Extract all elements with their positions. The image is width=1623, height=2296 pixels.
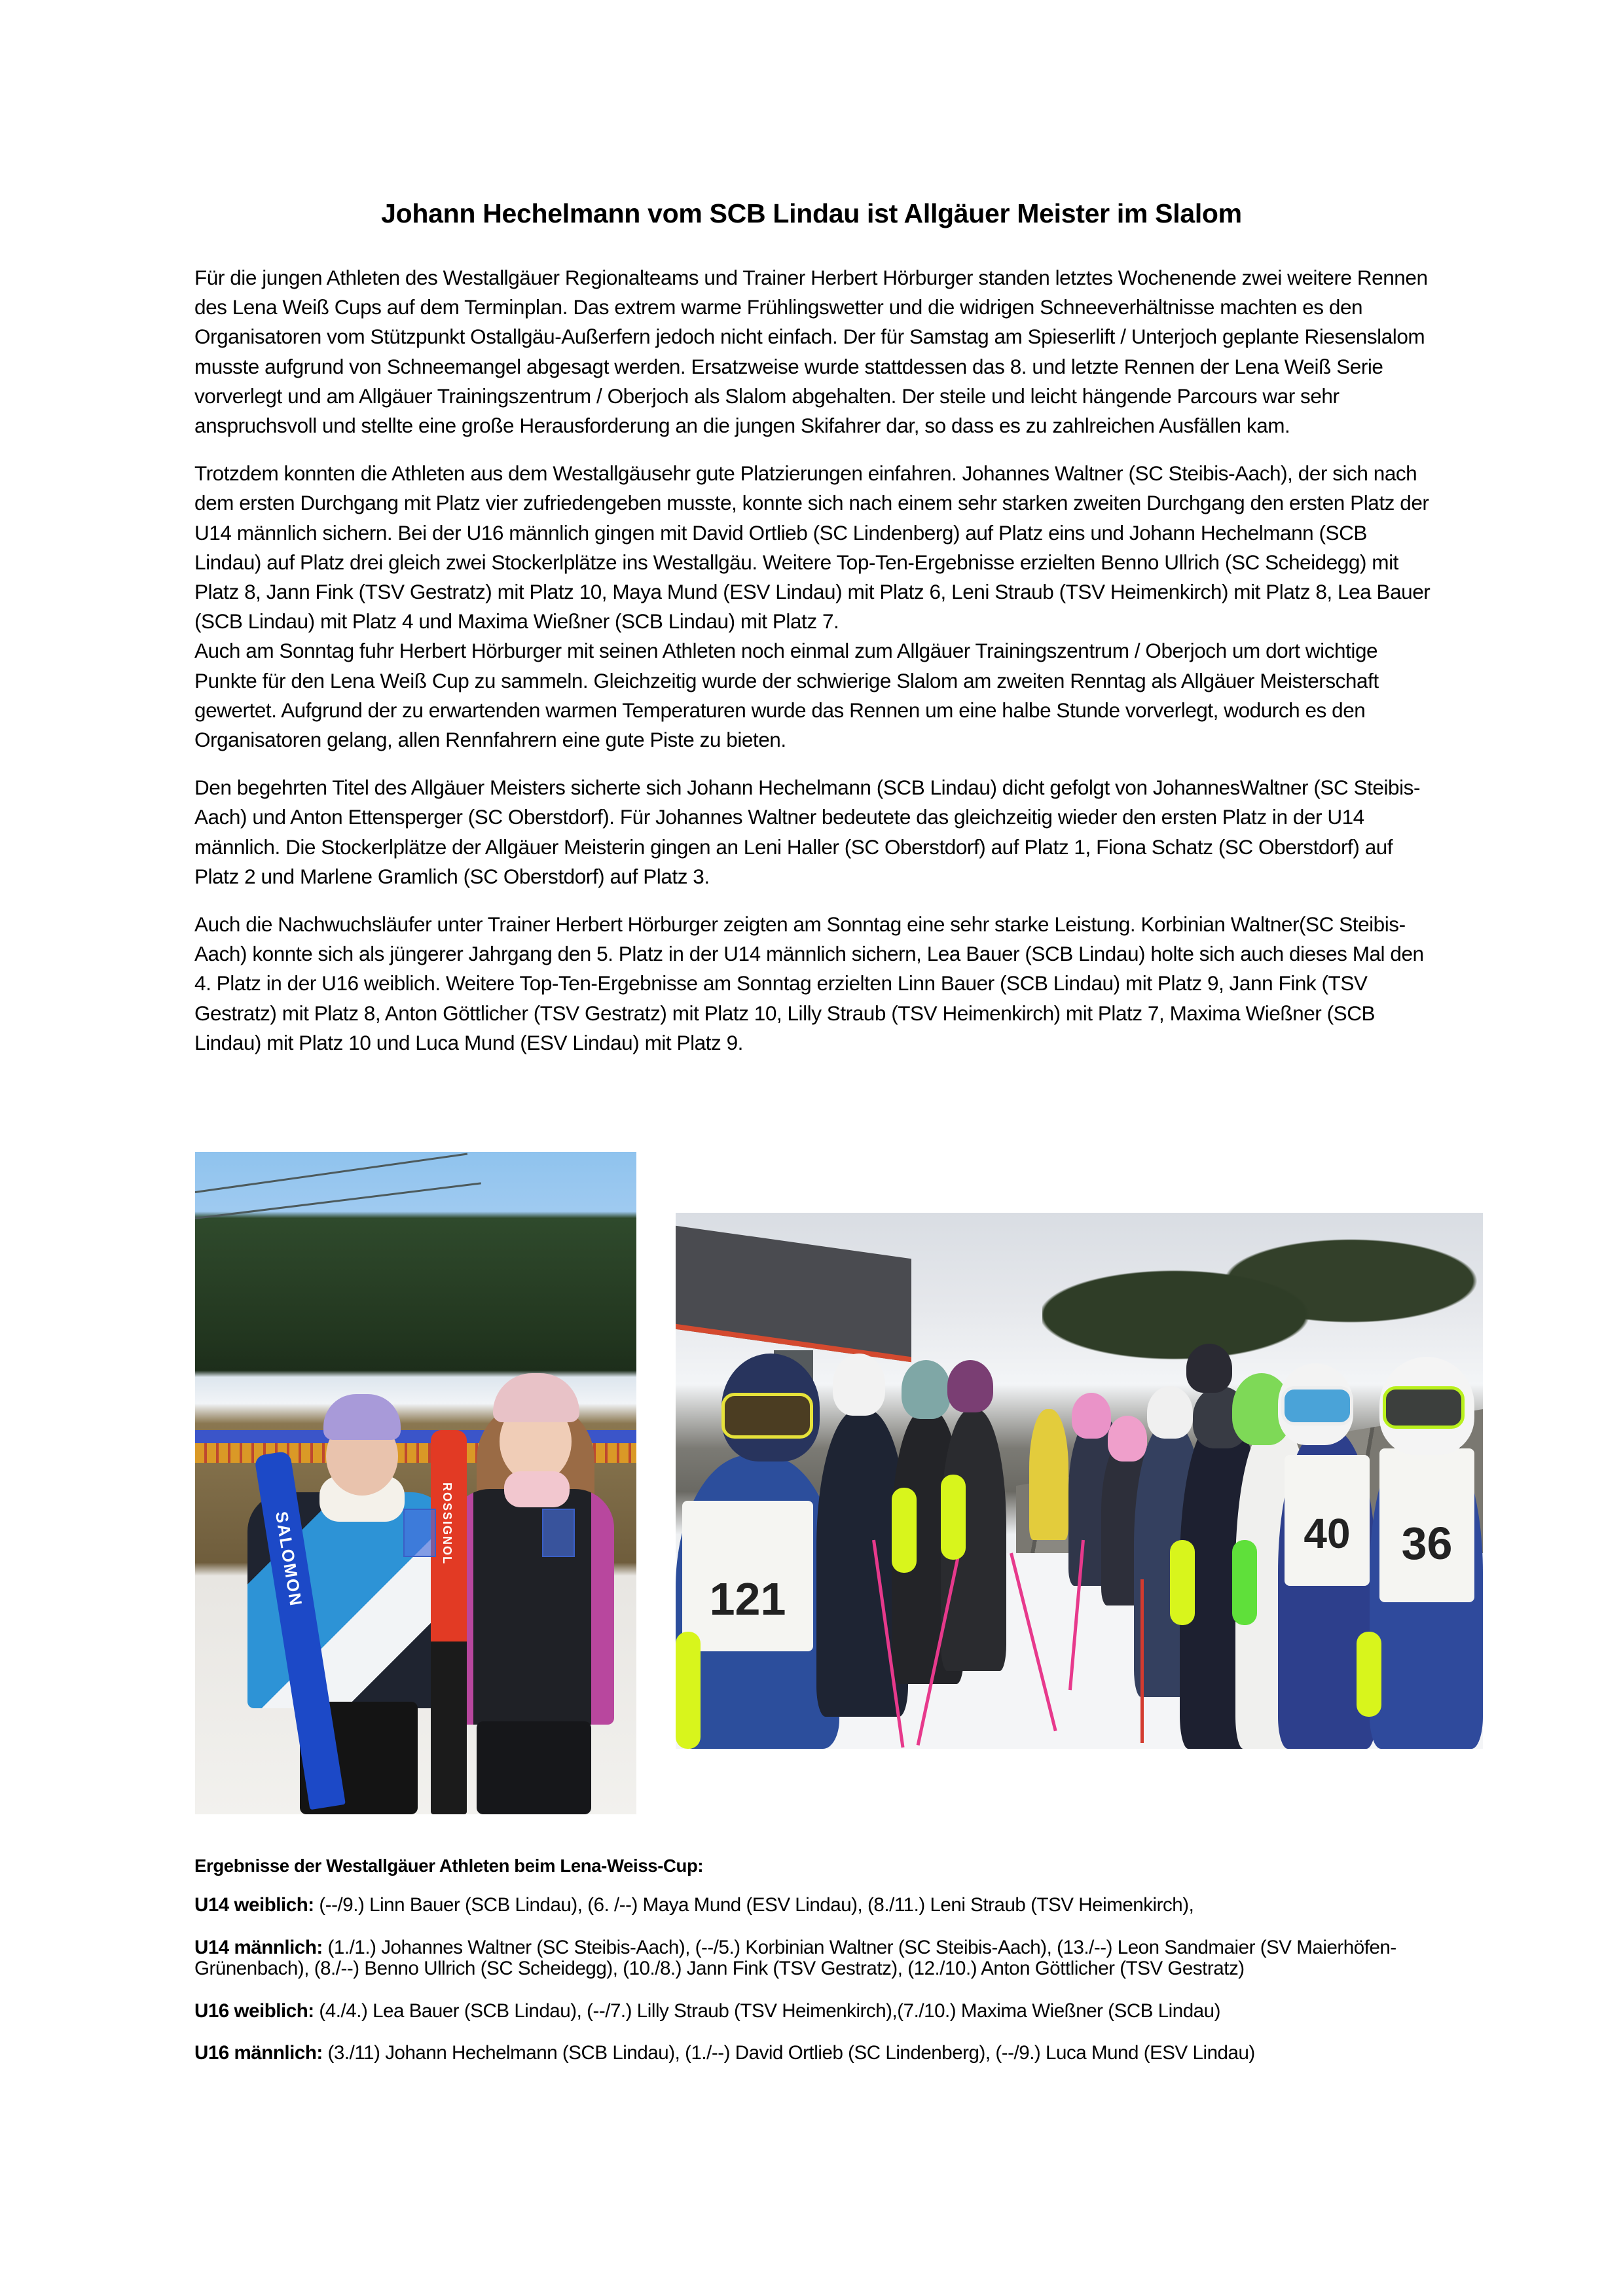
pole-guard [1357, 1632, 1381, 1717]
results-category [194, 1895, 1438, 1916]
paragraph: Den begehrten Titel des Allgäuer Meisters sicherte sich Johann Hechelmann (SCB Lindau) dicht gefolgt von JohannesWaltner (SC Steibis-Aach) und Anton Ettensperger (SC Oberstdorf). Für Johannes Waltner bedeutete das gleichzeitig wieder den ersten Platz in der U14 männlich. Die Stockerlplätze der Allgäuer Meisterin gingen an Leni Haller (SC Oberstdorf) auf Platz 1, Fiona Schatz (SC Oberstdorf) auf Platz 2 und Marlene Gramlich (SC Oberstdorf) auf Platz 3. [194, 776, 1421, 888]
pole-guard [676, 1632, 701, 1749]
helmet [947, 1360, 993, 1412]
pole-guard [1170, 1540, 1195, 1625]
results-heading: Ergebnisse der Westallgäuer Athleten beim Lena-Weiss-Cup: [194, 1856, 704, 1876]
pole-guard [1232, 1540, 1257, 1625]
category-results: (3./11) Johann Hechelmann (SCB Lindau), (1./--) David Ortlieb (SC Lindenberg), (--/9.) Luca Mund (ESV Lindau) [322, 2042, 1255, 2064]
coach-hat [1186, 1344, 1232, 1393]
helmet [902, 1360, 951, 1419]
category-results: (--/9.) Linn Bauer (SCB Lindau), (6. /--) Maya Mund (ESV Lindau), (8./11.) Leni Straub (TSV Heimenkirch), [314, 1894, 1194, 1916]
ski-pole [1140, 1579, 1144, 1743]
girl-scarf [504, 1471, 570, 1507]
helmet [1108, 1416, 1147, 1462]
category-label: U16 weiblich: [194, 2000, 314, 2022]
girl-pants [477, 1721, 591, 1814]
goggles [721, 1393, 813, 1439]
category-label: U14 weiblich: [194, 1894, 314, 1916]
lift-cable [195, 1153, 467, 1193]
boy-hat [323, 1394, 401, 1440]
ski-label: ROSSIGNOL [441, 1482, 454, 1566]
results-category [194, 1937, 1438, 1980]
race-bib: 40 [1285, 1455, 1370, 1586]
trophy-icon [403, 1509, 436, 1557]
goggles [1383, 1386, 1465, 1429]
results-category [194, 2043, 1438, 2064]
category-results: (1./1.) Johannes Waltner (SC Steibis-Aach), (--/5.) Korbinian Waltner (SC Steibis-Aach), (13./--) Leon Sandmaier (SV Maierhöfen-Grünenbach), (8./--) Benno Ullrich (SC Scheidegg), (10./8.) Jann Fink (TSV Gestratz), (12./10.) Anton Göttlicher (TSV Gestratz) [194, 1936, 1396, 1979]
lift-cable [195, 1182, 481, 1219]
paragraph: Auch am Sonntag fuhr Herbert Hörburger mit seinen Athleten noch einmal zum Allgäuer Trainingszentrum / Oberjoch um dort wichtige Punkte für den Lena Weiß Cup zu sammeln. Gleichzeitig wurde der schwierige Slalom am zweiten Renntag als Allgäuer Meisterschaft gewertet. Aufgrund der zu erwartenden warmen Temperaturen wurde das Rennen um eine halbe Stunde vorverlegt, wodurch es den Organisatoren gelang, allen Rennfahrern eine gute Piste zu bieten. [194, 639, 1379, 752]
team-photo [676, 1213, 1483, 1749]
lift-station [676, 1226, 911, 1363]
race-bib: 36 [1379, 1448, 1474, 1602]
girl-vest [450, 1489, 614, 1725]
goggles [1281, 1386, 1353, 1426]
trophy-icon [542, 1509, 575, 1557]
paragraph: Für die jungen Athleten des Westallgäuer Regionalteams und Trainer Herbert Hörburger standen letztes Wochenende zwei weitere Rennen des Lena Weiß Cups auf dem Terminplan. Das extrem warme Frühlingswetter und die widrigen Schneeverhältnisse machten es den Organisatoren vom Stützpunkt Ostallgäu-Außerfern jedoch nicht einfach. Der für Samstag am Spieserlift / Unterjoch geplante Riesenslalom musste aufgrund von Schneemangel abgesagt werden. Ersatzweise wurde stattdessen das 8. und letzte Rennen der Lena Weiß Serie vorverlegt und am Allgäuer Trainingszentrum / Oberjoch als Slalom abgehalten. Der steile und leicht hängende Parcours war sehr anspruchsvoll und stellte eine große Herausforderung an die jungen Skifahrer dar, so dass es zu zahlreichen Ausfällen kam. [194, 266, 1428, 438]
article-body [194, 263, 1438, 1076]
category-label: U14 männlich: [194, 1936, 323, 1958]
paragraph: Trotzdem konnten die Athleten aus dem Westallgäusehr gute Platzierungen einfahren. Johannes Waltner (SC Steibis-Aach), der sich nach dem ersten Durchgang mit Platz vier zufriedengeben musste, konnte sich nach einem sehr starken zweiten Durchgang den ersten Platz der U14 männlich sichern. Bei der U16 männlich gingen mit David Ortlieb (SC Lindenberg) auf Platz eins und Johann Hechelmann (SCB Lindau) auf Platz drei gleich zwei Stockerlplätze ins Westallgäu. Weitere Top-Ten-Ergebnisse erzielten Benno Ullrich (SC Scheidegg) mit Platz 8, Jann Fink (TSV Gestratz) mit Platz 10, Maya Mund (ESV Lindau) mit Platz 6, Leni Straub (TSV Heimenkirch) mit Platz 8, Lea Bauer (SCB Lindau) mit Platz 4 und Maxima Wießner (SCB Lindau) mit Platz 7. [194, 461, 1431, 634]
category-label: U16 männlich: [194, 2042, 323, 2064]
pole-guard [892, 1488, 917, 1573]
skier [1029, 1409, 1068, 1540]
race-bib: 121 [682, 1501, 813, 1651]
results-category [194, 2001, 1438, 2022]
award-photo [195, 1152, 636, 1814]
helmet [1147, 1386, 1193, 1439]
paragraph: Auch die Nachwuchsläufer unter Trainer Herbert Hörburger zeigten am Sonntag eine sehr starke Leistung. Korbinian Waltner(SC Steibis-Aach) konnte sich als jüngerer Jahrgang den 5. Platz in der U14 männlich sichern, Lea Bauer (SCB Lindau) holte sich auch dieses Mal den 4. Platz in der U16 weiblich. Weitere Top-Ten-Ergebnisse am Sonntag erzielten Linn Bauer (SCB Lindau) mit Platz 9, Jann Fink (TSV Gestratz) mit Platz 8, Anton Göttlicher (TSV Gestratz) mit Platz 10, Lilly Straub (TSV Heimenkirch) mit Platz 7, Maxima Wießner (SCB Lindau) mit Platz 10 und Luca Mund (ESV Lindau) mit Platz 9. [194, 912, 1424, 1054]
ski-label: SALOMON [271, 1510, 306, 1608]
results-list [194, 1895, 1438, 2085]
helmet [833, 1354, 885, 1416]
helmet [1072, 1393, 1111, 1439]
ski-rossignol [431, 1430, 467, 1814]
girl-hat [493, 1373, 579, 1422]
category-results: (4./4.) Lea Bauer (SCB Lindau), (--/7.) Lilly Straub (TSV Heimenkirch),(7./10.) Maxima Wießner (SCB Lindau) [314, 2000, 1220, 2022]
pole-guard [941, 1475, 966, 1560]
article-title: Johann Hechelmann vom SCB Lindau ist Allgäuer Meister im Slalom [381, 198, 1242, 228]
